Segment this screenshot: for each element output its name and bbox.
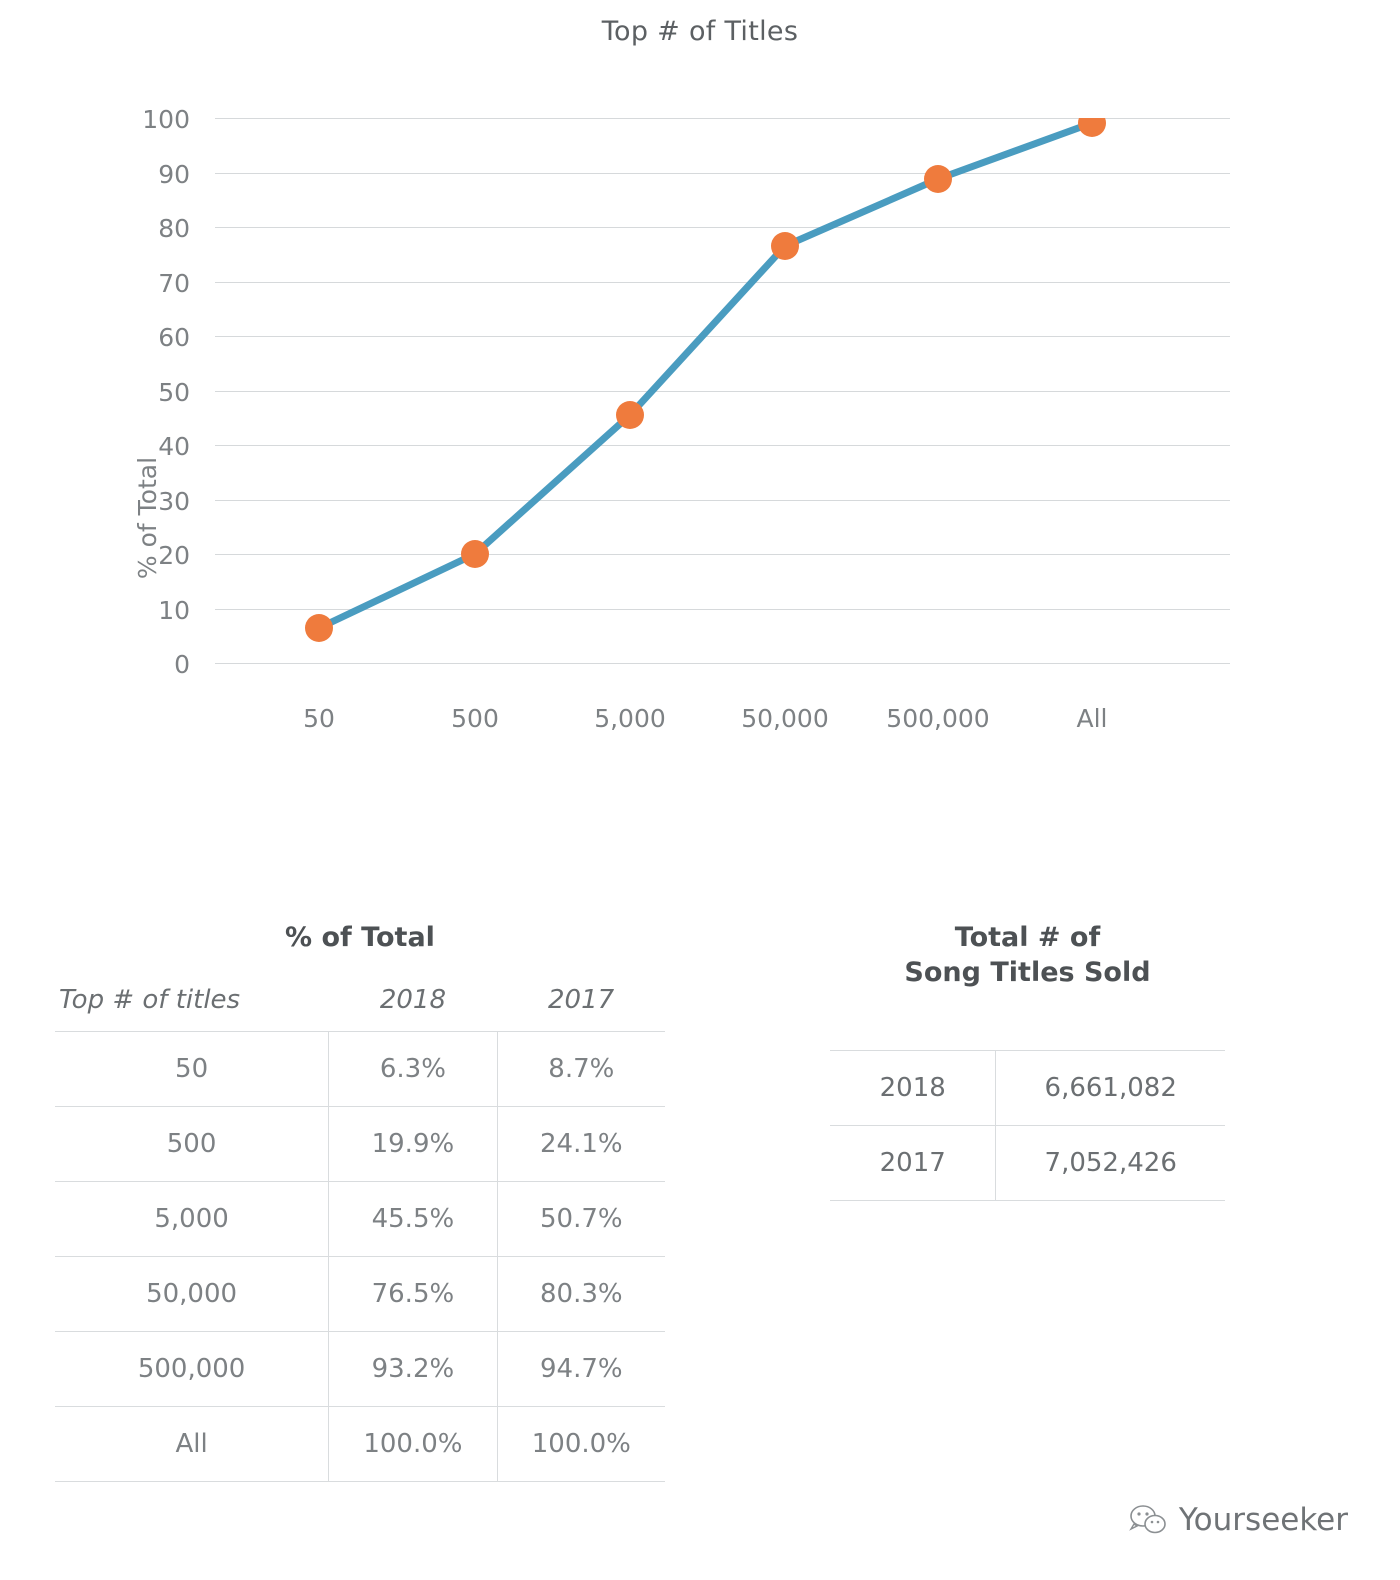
table-row <box>830 1051 1225 1126</box>
chart-container <box>0 0 1400 780</box>
table-row <box>55 1407 665 1482</box>
right-table-caption <box>830 920 1225 990</box>
cell-2018: 6.3% <box>329 1032 498 1107</box>
y-axis-title: % of Total <box>133 456 162 580</box>
total-titles-sold-table-wrap <box>830 920 1225 1201</box>
wechat-icon <box>1129 1503 1167 1537</box>
cell-2017: 80.3% <box>497 1257 665 1332</box>
ytick-label-30: 30 <box>158 486 190 516</box>
ytick-label-60: 60 <box>158 323 190 352</box>
cell-total: 6,661,082 <box>996 1051 1225 1126</box>
cell-year: 2017 <box>830 1126 996 1201</box>
cell-titles: 5,000 <box>55 1182 329 1257</box>
watermark-label: Yourseeker <box>1178 1502 1348 1538</box>
left-table-caption: % of Total <box>285 922 435 953</box>
table-row <box>55 1032 665 1107</box>
xtick-label-50: 50 <box>303 704 335 733</box>
table-row <box>55 1182 665 1257</box>
ytick-label-50: 50 <box>158 377 190 407</box>
xtick-label-500: 500 <box>451 704 499 733</box>
cell-2018: 19.9% <box>329 1107 498 1182</box>
ytick-label-80: 80 <box>158 214 190 243</box>
chart-title: Top # of Titles <box>601 16 799 47</box>
ytick-label-90: 90 <box>158 159 190 189</box>
table-header-row <box>55 977 665 1032</box>
cell-2017: 100.0% <box>497 1407 665 1482</box>
cell-2018: 76.5% <box>329 1257 498 1332</box>
cell-2017: 94.7% <box>497 1332 665 1407</box>
data-point-50 <box>305 614 333 642</box>
xtick-label-all: All <box>1076 704 1108 733</box>
column-header-top-titles: Top # of titles <box>59 985 241 1016</box>
percent-of-total-table <box>55 977 665 1482</box>
cell-titles: 500,000 <box>55 1332 329 1407</box>
ytick-label-0: 0 <box>174 650 190 679</box>
table-row <box>55 1332 665 1407</box>
data-point-500 <box>461 540 489 568</box>
column-header-2018: 2018 <box>379 985 446 1016</box>
tables-container <box>0 900 1400 1580</box>
cell-titles: 50 <box>55 1032 329 1107</box>
watermark <box>1129 1502 1348 1538</box>
data-point-50000 <box>771 232 799 260</box>
ytick-label-10: 10 <box>158 595 190 625</box>
chart-series-svg <box>215 118 1230 678</box>
cell-2018: 100.0% <box>329 1407 498 1482</box>
cell-2017: 24.1% <box>497 1107 665 1182</box>
xtick-label-500000: 500,000 <box>886 704 990 733</box>
cell-2018: 93.2% <box>329 1332 498 1407</box>
ytick-label-20: 20 <box>158 541 190 570</box>
data-point-5000 <box>616 401 644 429</box>
data-point-all <box>1078 118 1106 137</box>
cell-2018: 45.5% <box>329 1182 498 1257</box>
data-point-500000 <box>924 165 952 193</box>
cell-titles: 500 <box>55 1107 329 1182</box>
xtick-label-5000: 5,000 <box>594 704 666 733</box>
ytick-label-40: 40 <box>158 432 190 461</box>
table-row <box>830 1126 1225 1201</box>
cell-year: 2018 <box>830 1051 996 1126</box>
series-line-2018 <box>319 123 1092 628</box>
table-row <box>55 1107 665 1182</box>
ytick-label-70: 70 <box>158 268 190 298</box>
total-titles-sold-table <box>830 1050 1225 1201</box>
right-table-caption-line2: Song Titles Sold <box>904 957 1151 989</box>
cell-2017: 8.7% <box>497 1032 665 1107</box>
ytick-label-100: 100 <box>142 105 190 134</box>
right-table-caption-line1: Total # of <box>954 922 1101 953</box>
cell-2017: 50.7% <box>497 1182 665 1257</box>
percent-of-total-table-wrap <box>55 920 665 1482</box>
column-header-2017: 2017 <box>547 985 615 1016</box>
cell-total: 7,052,426 <box>996 1126 1225 1201</box>
cell-titles: All <box>55 1407 329 1482</box>
cell-titles: 50,000 <box>55 1257 329 1332</box>
plot-area <box>133 105 1230 733</box>
xtick-label-50000: 50,000 <box>741 704 829 733</box>
table-row <box>55 1257 665 1332</box>
